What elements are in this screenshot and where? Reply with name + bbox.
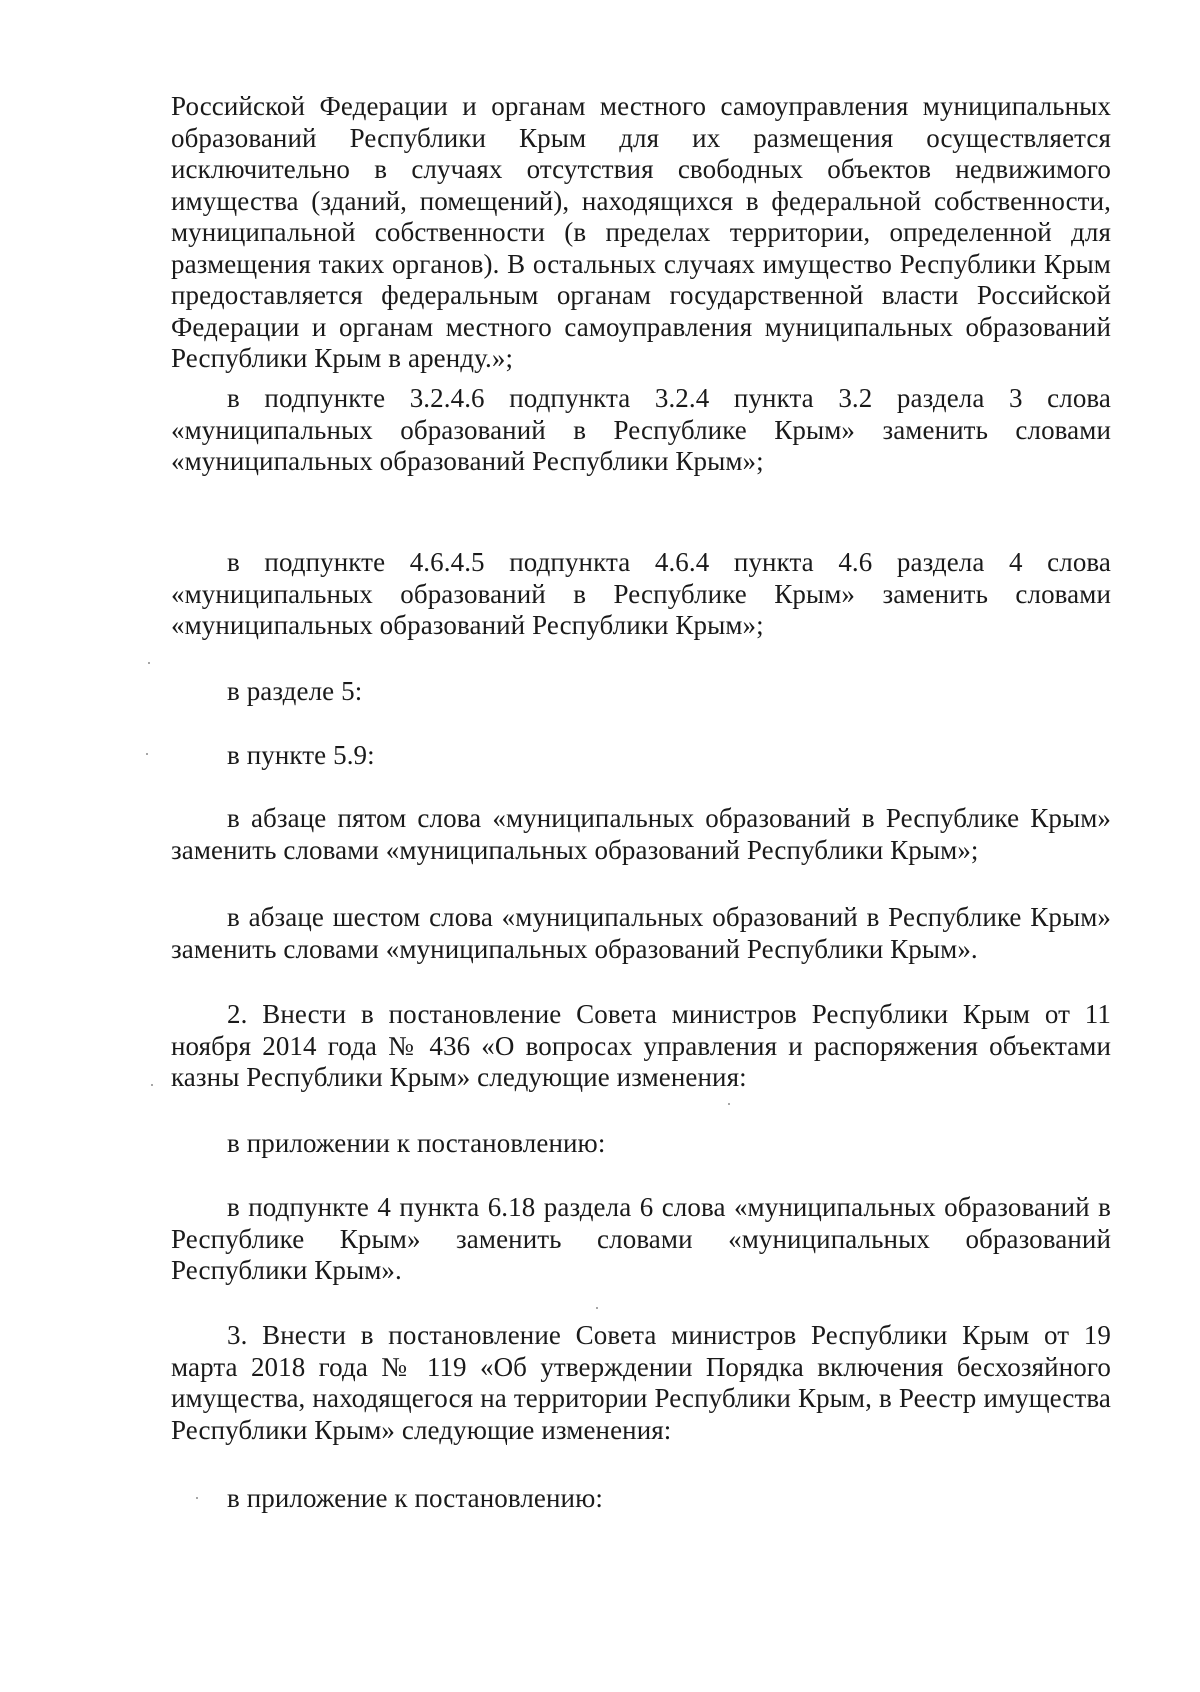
paragraph-item-2: 2. Внести в постановление Совета министров Республики Крым от 11 ноября 2014 года № 436 «О вопросах управления и распоряжения объектами казны Республики Крым» следующие изменения: bbox=[171, 999, 1111, 1092]
paragraph-subitem-3-2-4-6: в подпункте 3.2.4.6 подпункта 3.2.4 пункта 3.2 раздела 3 слова «муниципальных образований в Республике Крым» заменить словами «муниципальных образований Республики Крым»; bbox=[171, 383, 1111, 476]
scan-speck bbox=[196, 1497, 198, 1499]
paragraph-fifth-abzac: в абзаце пятом слова «муниципальных образований в Республике Крым» заменить словами «муниципальных образований Республики Крым»; bbox=[171, 803, 1111, 865]
scan-speck bbox=[151, 1084, 153, 1086]
paragraph-subitem-6-18: в подпункте 4 пункта 6.18 раздела 6 слова «муниципальных образований в Республике Крым» заменить словами «муниципальных образований Республики Крым». bbox=[171, 1192, 1111, 1285]
paragraph-item-5-9: в пункте 5.9: bbox=[227, 740, 375, 770]
paragraph-sixth-abzac: в абзаце шестом слова «муниципальных образований в Республике Крым» заменить словами «муниципальных образований Республики Крым». bbox=[171, 902, 1111, 964]
paragraph-item-3: 3. Внести в постановление Совета министров Республики Крым от 19 марта 2018 года № 119 «Об утверждении Порядка включения бесхозяйного имущества, находящегося на территории Республики Крым, в Реестр имущества Республики Крым» следующие изменения: bbox=[171, 1320, 1111, 1445]
paragraph-continuation: Российской Федерации и органам местного самоуправления муниципальных образований Республики Крым для их размещения осуществляется исключительно в случаях отсутствия свободных объектов недвижимого имущества (зданий, помещений), находящихся в федеральной собственности, муниципальной собственности (в пределах территории, определенной для размещения таких органов). В остальных случаях имущество Республики Крым предоставляется федеральным органам государственной власти Российской Федерации и органам местного самоуправления муниципальных образований Республики Крым в аренду.»; bbox=[171, 91, 1111, 373]
scan-speck bbox=[146, 753, 148, 755]
scan-speck bbox=[728, 1103, 730, 1105]
scan-speck bbox=[148, 662, 150, 664]
paragraph-annex-2: в приложение к постановлению: bbox=[227, 1483, 603, 1513]
paragraph-section-5: в разделе 5: bbox=[227, 676, 363, 706]
scan-speck bbox=[596, 1307, 598, 1309]
paragraph-subitem-4-6-4-5: в подпункте 4.6.4.5 подпункта 4.6.4 пункта 4.6 раздела 4 слова «муниципальных образований в Республике Крым» заменить словами «муниципальных образований Республики Крым»; bbox=[171, 547, 1111, 640]
paragraph-annex-1: в приложении к постановлению: bbox=[227, 1128, 606, 1158]
